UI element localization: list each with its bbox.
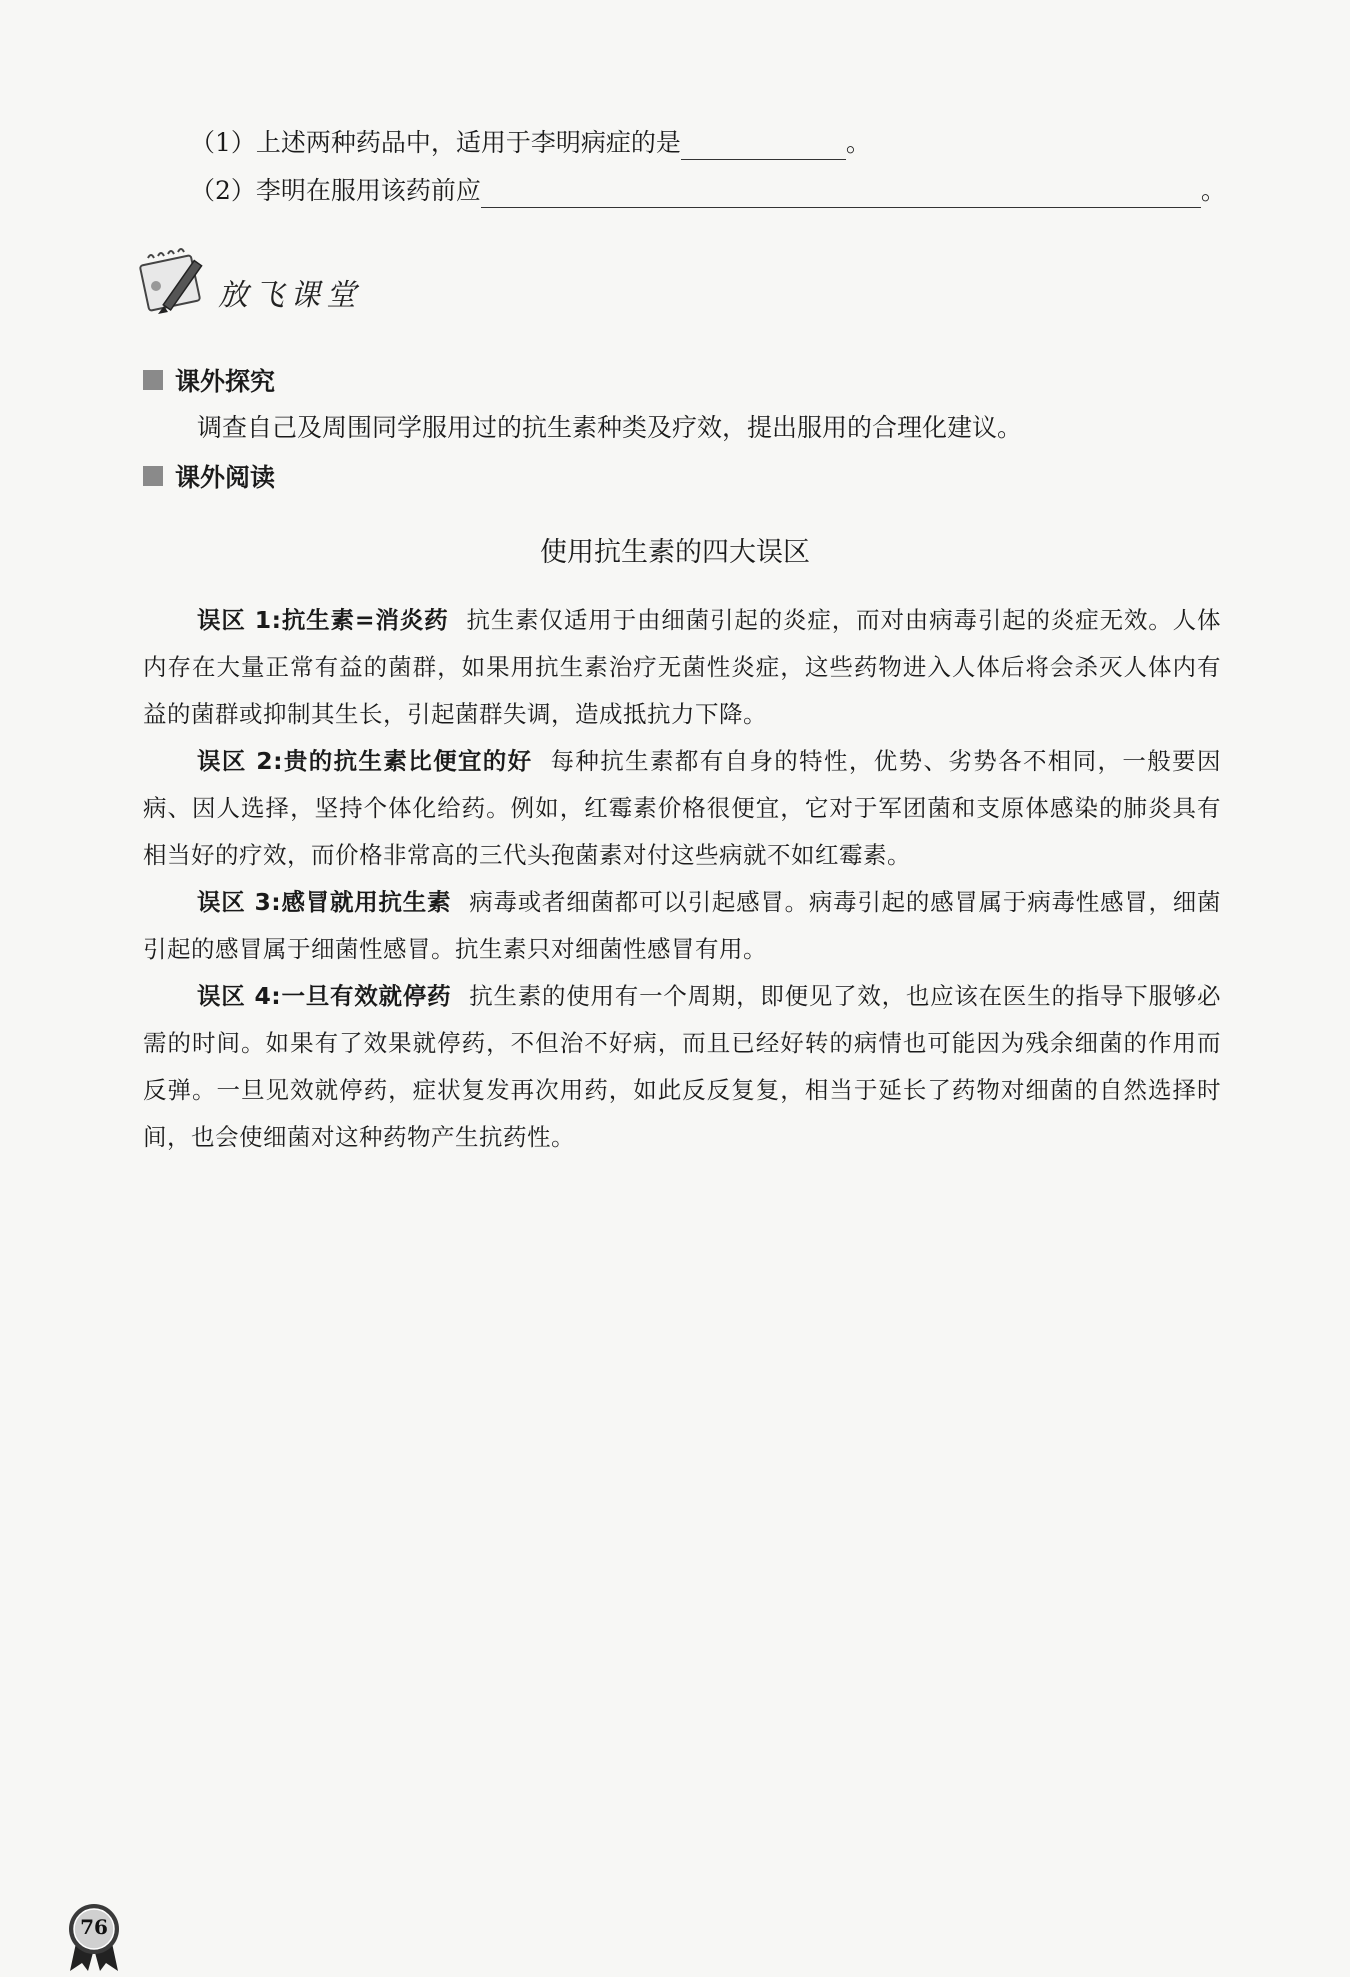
question-2: [190, 174, 1226, 208]
paragraph-body: 抗生素仅适用于由细菌引起的炎症，而对由病毒引起的炎症无效。人体内存在大量正常有益的菌群，如果用抗生素治疗无菌性炎症，这些药物进入人体后将会杀灭人体内有益的菌群或抑制其生长，引起菌群失调，造成抵抗力下降。: [143, 606, 1222, 728]
paragraph-lead: 误区 4:一旦有效就停药: [197, 982, 452, 1010]
reading-heading: 课外阅读: [175, 463, 276, 492]
question-2-text: （2）李明在服用该药前应: [190, 176, 481, 205]
article-paragraph: [143, 597, 1221, 738]
paragraph-body: 抗生素的使用有一个周期，即便见了效，也应该在医生的指导下服够必需的时间。如果有了效果就停药，不但治不好病，而且已经好转的病情也可能因为残余细菌的作用而反弹。一旦见效就停药，症状复发再次用药，如此反反复复，相当于延长了药物对细菌的自然选择时间，也会使细菌对这种药物产生抗药性。: [143, 982, 1221, 1151]
question-2-end: 。: [1200, 176, 1226, 205]
answer-blank-2[interactable]: [481, 179, 1201, 208]
paragraph-body: 病毒或者细菌都可以引起感冒。病毒引起的感冒属于病毒性感冒，细菌引起的感冒属于细菌性感冒。抗生素只对细菌性感冒有用。: [143, 888, 1221, 963]
inquiry-heading: 课外探究: [175, 367, 276, 396]
banner-title: 放飞课堂: [218, 278, 362, 313]
paragraph-lead: 误区 2:贵的抗生素比便宜的好: [197, 747, 533, 775]
question-1-text: （1）上述两种药品中，适用于李明病症的是: [190, 128, 681, 157]
article-paragraph: [143, 738, 1221, 879]
article-title: 使用抗生素的四大误区: [540, 537, 810, 568]
paragraph-lead: 误区 1:抗生素=消炎药: [197, 606, 449, 634]
inquiry-text: 调查自己及周围同学服用过的抗生素种类及疗效，提出服用的合理化建议。: [197, 413, 1023, 442]
article-paragraph: [143, 879, 1221, 973]
page-number: 76: [80, 1915, 108, 1939]
section-heading-inquiry: [143, 362, 275, 398]
section-heading-reading: [143, 458, 275, 494]
article-paragraph: [143, 973, 1221, 1161]
question-1: [190, 126, 871, 160]
paragraph-body: 每种抗生素都有自身的特性，优势、劣势各不相同，一般要因病、因人选择，坚持个体化给药。例如，红霉素价格很便宜，它对于军团菌和支原体感染的肺炎具有相当好的疗效，而价格非常高的三代头孢菌素对付这些病就不如红霉素。: [143, 747, 1221, 869]
section-banner: [138, 246, 378, 322]
question-1-end: 。: [845, 128, 871, 157]
notebook-pencil-icon: [138, 246, 218, 322]
answer-blank-1[interactable]: [681, 131, 846, 160]
square-bullet-icon: [143, 370, 163, 390]
square-bullet-icon: [143, 466, 163, 486]
paragraph-lead: 误区 3:感冒就用抗生素: [197, 888, 452, 916]
